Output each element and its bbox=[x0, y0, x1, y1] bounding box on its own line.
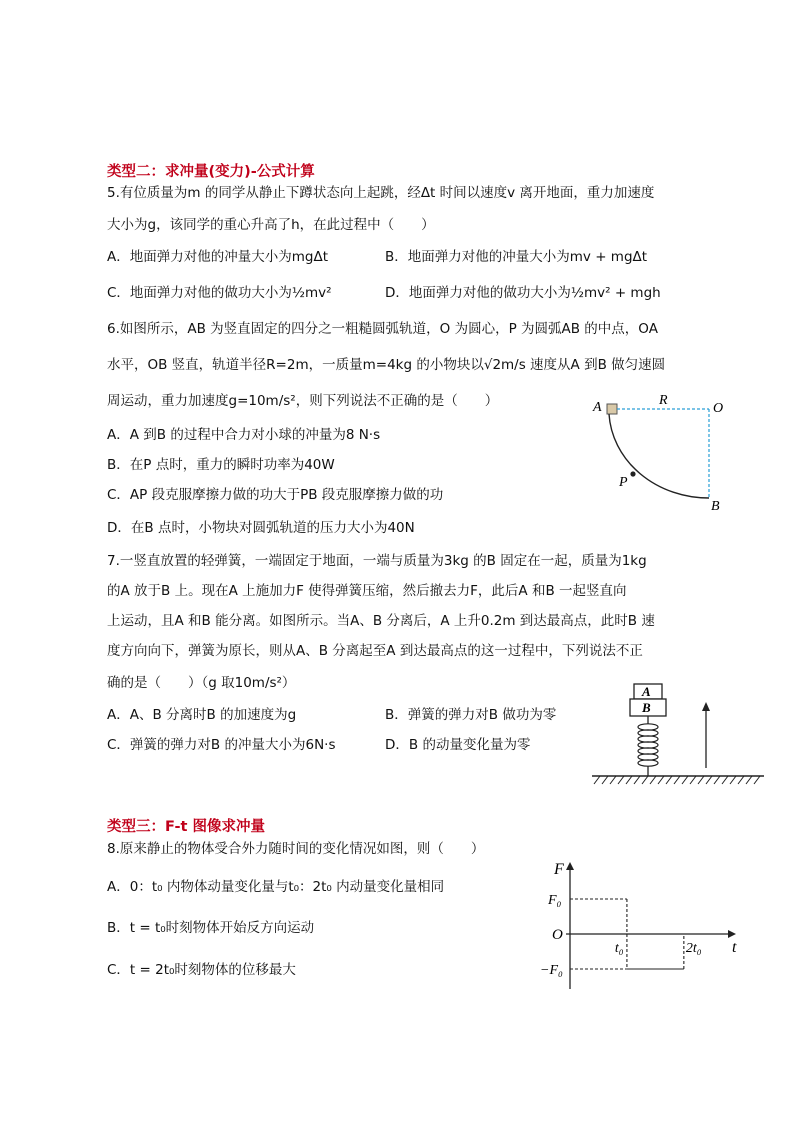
ground-hatch bbox=[594, 776, 760, 784]
x-tick-t0: t₀ bbox=[614, 941, 624, 956]
block-b-label: B bbox=[642, 700, 651, 715]
q7-line4: 度方向向下，弹簧为原长，则从A、B 分离起至A 到达最高点的这一过程中，下列说法不正 bbox=[107, 643, 643, 659]
q7-spring-figure bbox=[588, 680, 768, 792]
label-r: R bbox=[659, 393, 668, 408]
q7-option-c: C．弹簧的弹力对B 的冲量大小为6N·s bbox=[107, 737, 336, 753]
q7-line3: 上运动，且A 和B 能分离。如图所示。当A、B 分离后，A 上升0.2m 到达最高点，此时B 速 bbox=[107, 613, 655, 629]
q8-option-b: B．t = t₀时刻物体开始反方向运动 bbox=[107, 920, 315, 936]
q8-stem: 8.原来静止的物体受合外力随时间的变化情况如图，则（ ） bbox=[107, 841, 485, 857]
q5-option-d: D．地面弹力对他的做功大小为½mv² + mgh bbox=[385, 285, 661, 301]
q7-option-b: B．弹簧的弹力对B 做功为零 bbox=[385, 707, 557, 723]
q6-option-a: A．A 到B 的过程中合力对小球的冲量为8 N·s bbox=[107, 427, 381, 443]
block-a-label: A bbox=[642, 684, 651, 699]
label-o: O bbox=[713, 401, 724, 416]
q6-option-c: C．AP 段克服摩擦力做的功大于PB 段克服摩擦力做的功 bbox=[107, 487, 444, 503]
x-axis-label: t bbox=[732, 939, 737, 956]
q6-option-b: B．在P 点时，重力的瞬时功率为40W bbox=[107, 457, 335, 473]
q7-option-a: A．A、B 分离时B 的加速度为g bbox=[107, 707, 297, 723]
q5-option-c: C．地面弹力对他的做功大小为½mv² bbox=[107, 285, 332, 301]
y-tick-f0: F₀ bbox=[548, 893, 562, 908]
y-axis-label: F bbox=[554, 861, 564, 878]
label-a: A bbox=[593, 400, 602, 415]
q5-option-b: B．地面弹力对他的冲量大小为mv + mgΔt bbox=[385, 249, 648, 265]
block-square bbox=[607, 404, 617, 414]
q6-line3: 周运动，重力加速度g=10m/s²，则下列说法不正确的是（ ） bbox=[107, 393, 499, 409]
label-b: B bbox=[711, 499, 720, 514]
y-tick-origin: O bbox=[552, 927, 563, 943]
q6-arc-figure bbox=[585, 392, 745, 522]
q6-line2: 水平，OB 竖直，轨道半径R=2m，一质量m=4kg 的小物块以√2m/s 速度从A 到B 做匀速圆 bbox=[107, 357, 666, 373]
label-p: P bbox=[619, 475, 628, 490]
section-heading-type3: 类型三：F-t 图像求冲量 bbox=[107, 819, 265, 835]
section-heading-type2: 类型二：求冲量(变力)-公式计算 bbox=[107, 164, 315, 180]
spring-coil bbox=[638, 724, 658, 766]
q5-line2: 大小为g，该同学的重心升高了h，在此过程中（ ） bbox=[107, 217, 435, 233]
q7-line2: 的A 放于B 上。现在A 上施加力F 使得弹簧压缩，然后撤去力F，此后A 和B 一起竖直向 bbox=[107, 583, 627, 599]
q8-option-a: A．0：t₀ 内物体动量变化量与t₀：2t₀ 内动量变化量相同 bbox=[107, 879, 445, 895]
q5-line1: 5.有位质量为m 的同学从静止下蹲状态向上起跳，经Δt 时间以速度v 离开地面，重力加速度 bbox=[107, 185, 655, 201]
q6-option-d: D．在B 点时，小物块对圆弧轨道的压力大小为40N bbox=[107, 520, 415, 536]
y-axis-arrow bbox=[566, 862, 574, 870]
q7-line5: 确的是（ ）（g 取10m/s²） bbox=[107, 675, 296, 691]
q5-option-a: A．地面弹力对他的冲量大小为mgΔt bbox=[107, 249, 328, 265]
y-tick-neg-f0: −F₀ bbox=[540, 963, 563, 978]
q7-line1: 7.一竖直放置的轻弹簧，一端固定于地面，一端与质量为3kg 的B 固定在一起，质量为1kg bbox=[107, 553, 647, 569]
ft-chart bbox=[530, 852, 750, 997]
point-p bbox=[630, 471, 635, 476]
q6-line1: 6.如图所示，AB 为竖直固定的四分之一粗糙圆弧轨道，O 为圆心，P 为圆弧AB 的中点，OA bbox=[107, 321, 658, 337]
x-axis-arrow bbox=[728, 930, 736, 938]
x-tick-2t0: 2t₀ bbox=[685, 941, 702, 956]
q7-option-d: D．B 的动量变化量为零 bbox=[385, 737, 531, 753]
q8-option-c: C．t = 2t₀时刻物体的位移最大 bbox=[107, 962, 296, 978]
